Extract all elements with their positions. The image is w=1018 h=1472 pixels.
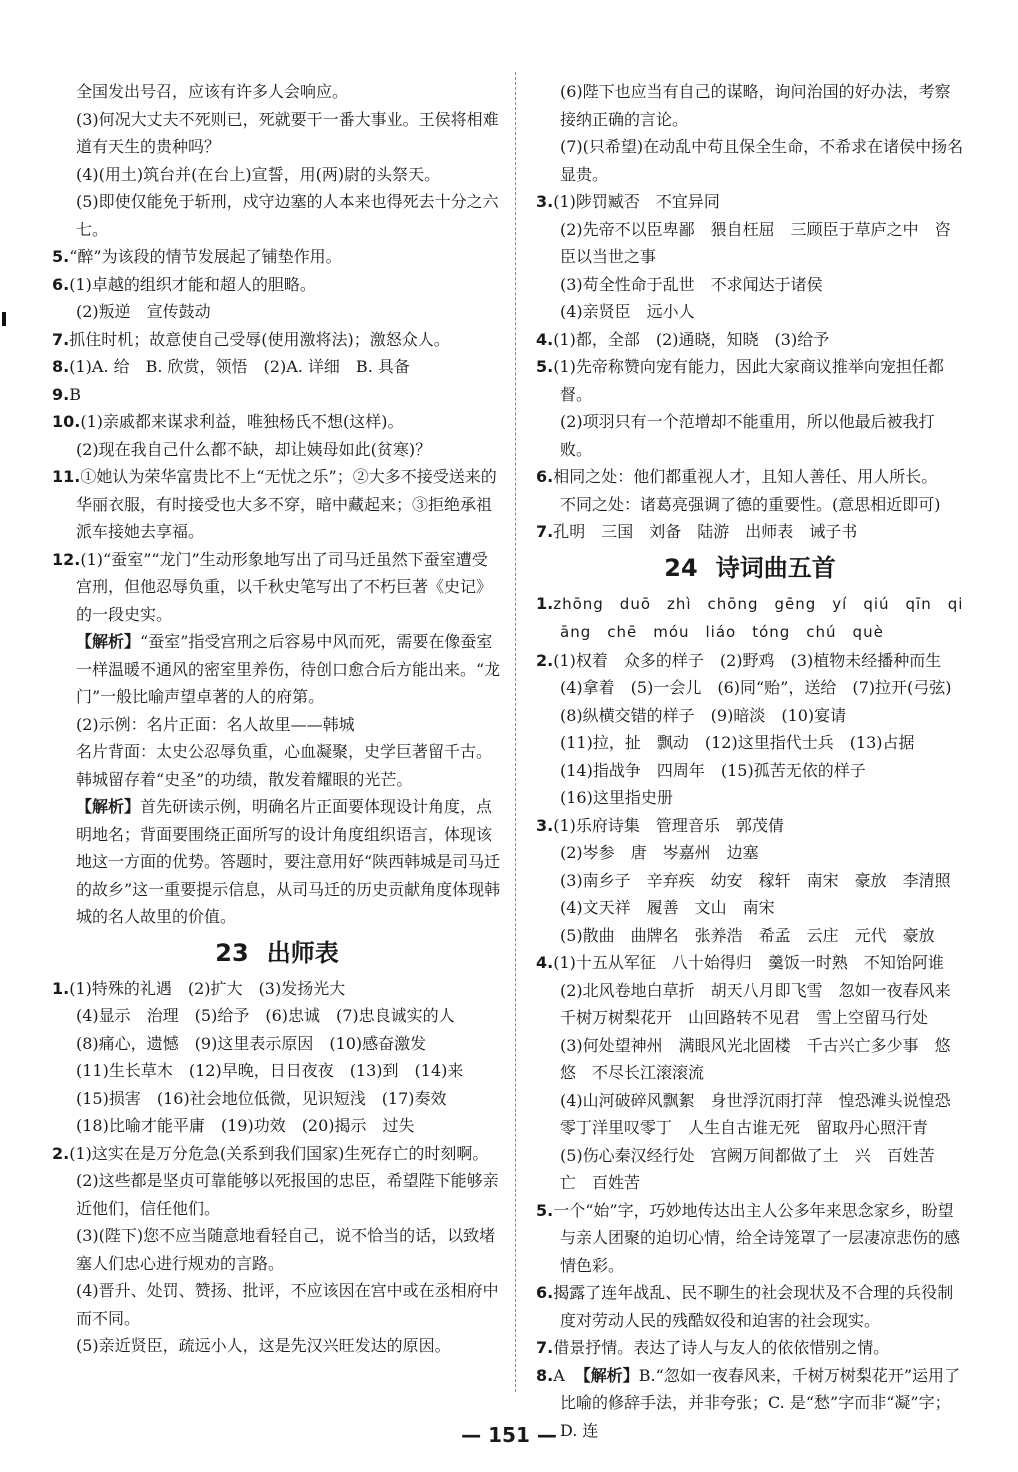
pinyin-text: zhōng duō zhì chōng gēng yí qiú qīn qiāng chē móu liáo tóng chú què (553, 594, 964, 641)
answer-text: (15)损害 (16)社会地位低微，见识短浅 (17)奏效 (76, 1088, 447, 1108)
question-number: 2. (52, 1143, 70, 1163)
answer-text: (1)权着 众多的样子 (2)野鸡 (3)植物未经播种而生 (4)拿着 (5)一会儿 (6)同“贻”，送给 (7)拉开(弓弦) (553, 650, 958, 697)
answer-text: (18)比喻才能平庸 (19)功效 (20)揭示 过失 (76, 1116, 415, 1135)
question-number: 5. (536, 1200, 554, 1220)
answer-item (536, 1334, 964, 1362)
answer-text: (2)岑参 唐 岑嘉州 边塞 (560, 843, 759, 862)
answer-text: (2)先帝不以臣卑鄙 猥自枉屈 三顾臣于草庐之中 咨臣以当世之事 (560, 219, 951, 266)
answer-line (52, 738, 502, 793)
answer-line (52, 793, 502, 931)
answer-text: (1)“蚕室”“龙门”生动形象地写出了司马迁虽然下蚕室遭受宫刑，但他忍辱负重，以千秋史笔写出了不朽巨著《史记》的一段史实。 (76, 549, 493, 624)
question-number: 6. (536, 1283, 554, 1302)
answer-line (536, 271, 964, 299)
answer-text: (5)亲近贤臣，疏远小人，这是先汉兴旺发达的原因。 (76, 1336, 451, 1355)
answer-text: (3)南乡子 辛弃疾 幼安 稼轩 南宋 豪放 李清照 (560, 870, 951, 890)
question-number: 5. (536, 357, 554, 376)
answer-line (536, 298, 964, 326)
answer-line (536, 408, 964, 463)
answer-text: (6)陛下也应当有自己的谋略，询问治国的好办法，考察接纳正确的言论。 (560, 82, 951, 129)
answer-text: (5)即使仅能免于斩刑，戍守边塞的人本来也得死去十分之六七。 (76, 192, 499, 239)
question-number: 1. (536, 593, 554, 613)
answer-text: A (553, 1365, 565, 1385)
section-heading-text: 诗词曲五首 (715, 553, 836, 582)
question-number: 7. (536, 1338, 554, 1357)
answer-item (52, 408, 502, 436)
answer-item (536, 188, 964, 216)
answer-text: (4)(用土)筑台并(在台上)宣誓，用(两)尉的头祭天。 (76, 164, 441, 184)
answer-line (52, 1057, 502, 1085)
answer-text: (1)先帝称赞向宠有能力，因此大家商议推举向宠担任都督。 (553, 357, 944, 404)
question-number: 2. (536, 650, 554, 670)
answer-text: 首先研读示例，明确名片正面要体现设计角度，点明地名；背面要围绕正面所写的设计角度组织语言，体现该地这一方面的优势。答题时，要注意用好“陕西韩城是司马迁的故乡”这一重要提示信息，从司马迁的历史贡献角度体现韩城的名人故里的价值。 (76, 797, 501, 926)
question-number: 6. (536, 467, 554, 486)
answer-item (52, 975, 502, 1003)
question-number: 3. (536, 815, 554, 835)
answer-text: 揭露了连年战乱、民不聊生的社会现状及不合理的兵役制度对劳动人民的残酷奴役和迫害的社会现实。 (553, 1283, 954, 1330)
answer-line (536, 1087, 967, 1142)
answer-line (52, 1112, 502, 1140)
answer-line (52, 711, 502, 739)
answer-item (536, 812, 964, 840)
margin-mark (2, 312, 6, 326)
answer-text: (2)现在我自己什么都不缺，却让姨母如此(贫寒)？ (76, 439, 432, 459)
analysis-tag: 【解析】 (76, 797, 141, 816)
answer-line (536, 784, 964, 812)
section-title (536, 550, 964, 586)
question-number: 12. (52, 549, 81, 569)
column-divider (515, 72, 516, 1392)
answer-text: (2)这些都是坚贞可靠能够以死报国的忠臣，希望陛下能够亲近他们，信任他们。 (76, 1171, 499, 1218)
answer-text: (5)散曲 曲牌名 张养浩 希孟 云庄 元代 豪放 (560, 925, 935, 945)
answer-line (52, 78, 502, 106)
question-number: 10. (52, 412, 81, 431)
answer-line (536, 78, 964, 133)
question-number: 8. (52, 357, 70, 376)
answer-line (52, 188, 502, 243)
answer-item (536, 590, 964, 647)
answer-text: (3)苟全性命于乱世 不求闻达于诸侯 (560, 274, 823, 294)
answer-line (52, 1277, 502, 1332)
question-number: 7. (52, 329, 70, 349)
answer-text: (2)项羽只有一个范增却不能重用，所以他最后被我打败。 (560, 412, 935, 459)
answer-text: (2)示例：名片正面：名人故里——韩城 (76, 714, 355, 734)
answer-line (52, 161, 502, 189)
answer-item (536, 353, 964, 408)
answer-line (52, 298, 502, 326)
answer-item (52, 546, 502, 629)
answer-item (52, 463, 502, 546)
left-column (52, 78, 502, 1360)
answer-line (536, 867, 964, 895)
question-number: 1. (52, 978, 70, 998)
answer-text: (3)何处望神州 满眼风光北固楼 千古兴亡多少事 悠悠 不尽长江滚滚流 (560, 1035, 951, 1082)
answer-text: (1)亲戚都来谋求利益，唯独杨氏不想(这样)。 (80, 412, 404, 431)
answer-line (536, 1142, 964, 1197)
right-column (536, 78, 967, 1444)
answer-text: (11)生长草木 (12)早晚，日日夜夜 (13)到 (14)来 (76, 1061, 464, 1080)
answer-text: (14)指战争 四周年 (15)孤苦无依的样子 (560, 760, 866, 780)
answer-line (536, 491, 964, 519)
analysis-tag: 【解析】 (574, 1365, 639, 1385)
answer-text: (1)特殊的礼遇 (2)扩大 (3)发扬光大 (69, 978, 346, 998)
answer-text: (4)晋升、处罚、赞扬、批评，不应该因在宫中或在丞相府中而不同。 (76, 1281, 499, 1328)
question-number: 3. (536, 192, 554, 211)
section-heading-text: 出师表 (266, 938, 339, 967)
question-number: 8. (536, 1365, 554, 1385)
answer-text: (11)拉，扯 飘动 (12)这里指代士兵 (13)占据 (560, 733, 915, 752)
answer-item (536, 1197, 964, 1280)
answer-item (52, 1140, 502, 1168)
answer-line (52, 1332, 502, 1360)
answer-text: B (69, 384, 81, 404)
answer-text: 不同之处：诸葛亮强调了德的重要性。(意思相近即可) (560, 494, 941, 514)
answer-text: (4)山河破碎风飘絮 身世浮沉雨打萍 惶恐滩头说惶恐 零丁洋里叹零丁 人生自古谁无死 留取丹心照汗青 (560, 1090, 967, 1137)
question-number: 4. (536, 329, 554, 349)
answer-item (52, 381, 502, 409)
answer-text: (3)(陛下)您不应当随意地看轻自己，说不恰当的话，以致堵塞人们忠心进行规劝的言路。 (76, 1226, 496, 1273)
answer-text: 孔明 三国 刘备 陆游 出师表 诫子书 (553, 522, 858, 541)
answer-text: (1)十五从军征 八十始得归 羹饭一时熟 不知饴阿谁 (553, 953, 944, 972)
answer-text: 全国发出号召，应该有许多人会响应。 (76, 82, 349, 101)
answer-text: 借景抒情。表达了诗人与友人的依依惜别之情。 (553, 1338, 890, 1357)
answer-text: “蚕室”指受宫刑之后容易中风而死，需要在像蚕室一样温暖不通风的密室里养伤，待创口愈合后方能出来。“龙门”一般比喻声望卓著的人的府第。 (76, 632, 501, 706)
answer-text: (7)(只希望)在动乱中苟且保全生命，不希求在诸侯中扬名显贵。 (560, 137, 964, 184)
answer-text: (2)叛逆 宣传鼓动 (76, 302, 211, 321)
answer-text: 名片背面：太史公忍辱负重，心血凝聚，史学巨著留千古。韩城留存着“史圣”的功绩，散发着耀眼的光芒。 (76, 742, 493, 789)
answer-item (536, 463, 964, 491)
answer-text: (8)纵横交错的样子 (9)暗淡 (10)宴请 (560, 705, 847, 725)
answer-item (536, 518, 964, 546)
answer-text: (4)文天祥 履善 文山 南宋 (560, 898, 775, 917)
answer-text: (5)伤心秦汉经行处 宫阙万间都做了土 兴 百姓苦 亡 百姓苦 (560, 1145, 951, 1192)
analysis-tag: 【解析】 (76, 632, 141, 651)
answer-item (52, 271, 502, 299)
page-number: — 151 — (461, 1423, 557, 1447)
answer-item (536, 647, 964, 702)
answer-text: 抓住时机；故意使自己受辱(使用激将法)；激怒众人。 (69, 329, 450, 349)
section-number: 24 (664, 553, 698, 582)
question-number: 4. (536, 953, 554, 972)
question-number: 11. (52, 467, 81, 486)
question-number: 9. (52, 384, 70, 404)
answer-line (536, 757, 964, 785)
answer-item (52, 353, 502, 381)
answer-line (52, 1167, 502, 1222)
answer-line (536, 702, 964, 730)
answer-line (536, 216, 964, 271)
answer-text: (3)何况大丈夫不死则已，死就要干一番大事业。王侯将相难道有天生的贵种吗？ (76, 109, 499, 156)
answer-item (536, 949, 964, 977)
answer-text: 相同之处：他们都重视人才，且知人善任、用人所长。 (553, 467, 938, 486)
answer-text: (4)显示 治理 (5)给予 (6)忠诚 (7)忠良诚实的人 (76, 1006, 455, 1025)
answer-item (536, 1279, 964, 1334)
answer-text: (1)都，全部 (2)通晓，知晓 (3)给予 (553, 329, 830, 349)
answer-text: (1)A. 给 B. 欣赏，领悟 (2)A. 详细 B. 具备 (69, 357, 410, 376)
answer-line (52, 628, 502, 711)
section-title (52, 935, 502, 971)
answer-line (52, 1002, 502, 1030)
answer-line (536, 894, 964, 922)
question-number: 5. (52, 247, 70, 266)
question-number: 6. (52, 274, 70, 294)
answer-text: (2)北风卷地白草折 胡天八月即飞雪 忽如一夜春风来 千树万树梨花开 山回路转不见君 雪上空留马行处 (560, 980, 967, 1027)
answer-text: (16)这里指史册 (560, 788, 673, 807)
answer-text: (1)乐府诗集 管理音乐 郭茂倩 (553, 815, 784, 835)
answer-line (536, 922, 964, 950)
answer-text: (1)陟罚臧否 不宜异同 (553, 192, 720, 211)
analysis-text: B.“忽如一夜春风来，千树万树梨花开”运用了比喻的修辞手法，并非夸张；C. 是“愁”字而非“凝”字；D. 连 (560, 1365, 961, 1440)
answer-text: (1)这实在是万分危急(关系到我们国家)生死存亡的时刻啊。 (69, 1143, 489, 1163)
answer-text: (4)亲贤臣 远小人 (560, 302, 695, 321)
answer-line (52, 1222, 502, 1277)
answer-item (52, 326, 502, 354)
answer-line (52, 1085, 502, 1113)
answer-item (536, 326, 964, 354)
answer-line (536, 839, 964, 867)
answer-line (536, 133, 964, 188)
answer-line (536, 729, 964, 757)
answer-text: 一个“始”字，巧妙地传达出主人公多年来思念家乡，盼望与亲人团聚的迫切心情，给全诗笼罩了一层凄凉悲伤的感情色彩。 (553, 1200, 961, 1275)
answer-text: (8)痛心，遗憾 (9)这里表示原因 (10)感奋激发 (76, 1033, 427, 1053)
answer-text: (1)卓越的组织才能和超人的胆略。 (69, 274, 316, 294)
section-number: 23 (215, 938, 249, 967)
answer-line (52, 436, 502, 464)
answer-line (52, 106, 502, 161)
question-number: 7. (536, 522, 554, 541)
answer-text: ①她认为荣华富贵比不上“无忧之乐”；②大多不接受送来的华丽衣服，有时接受也大多不穿，暗中藏起来；③拒绝承祖派车接她去享福。 (76, 467, 497, 541)
answer-line (536, 1032, 964, 1087)
answer-line (52, 1030, 502, 1058)
answer-line (536, 977, 967, 1032)
answer-text: “醉”为该段的情节发展起了铺垫作用。 (69, 247, 342, 266)
answer-item (52, 243, 502, 271)
